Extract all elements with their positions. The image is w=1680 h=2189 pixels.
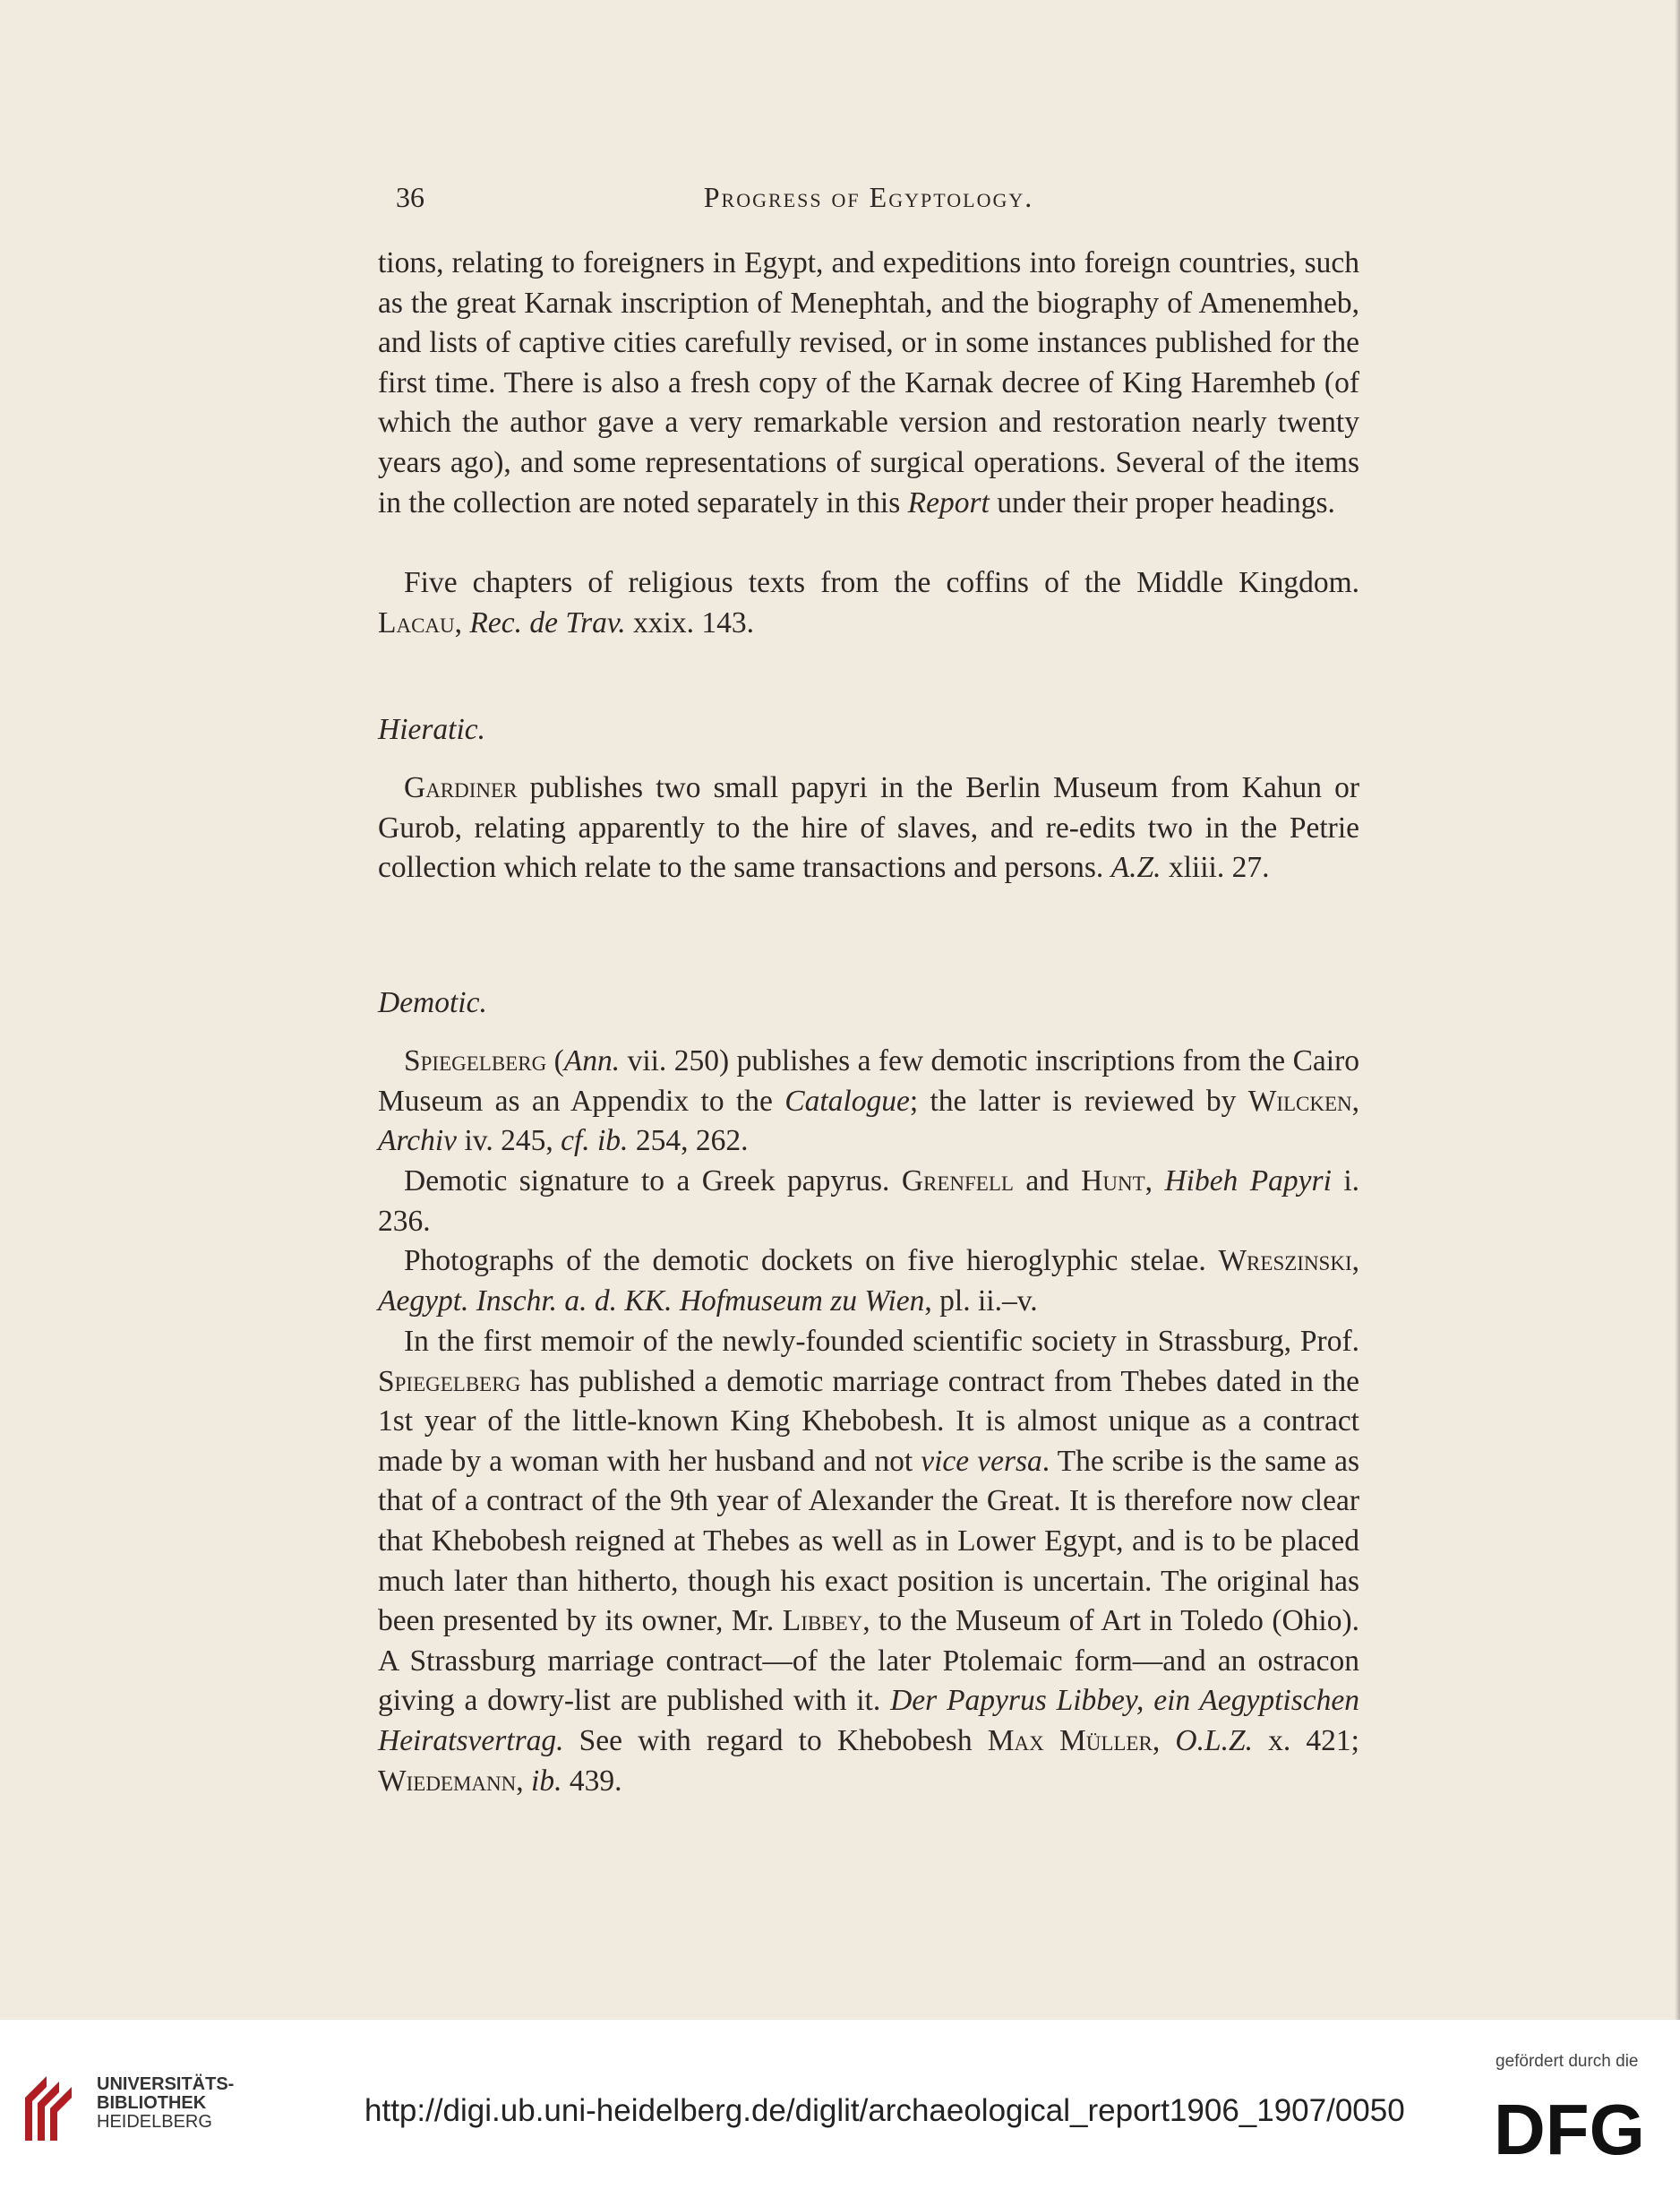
permalink-url[interactable]: http://digi.ub.uni-heidelberg.de/diglit/archaeological_report1906_1907/0050	[364, 2093, 1405, 2128]
section-heading-hieratic: Hieratic.	[378, 713, 486, 746]
funded-by-label: gefördert durch die	[1496, 2052, 1639, 2071]
library-name-line1: UNIVERSITÄTS-	[97, 2074, 235, 2094]
digitization-footer	[0, 2020, 1680, 2189]
running-title: Progress of Egyptology.	[703, 181, 1034, 213]
paragraph-p4: Spiegelberg (Ann. vii. 250) publishes a few demotic inscriptions from the Cairo Museum as an Appendix to the Catalogue; the latter is reviewed by Wilcken, Archiv iv. 245, cf. ib. 254, 262.	[378, 1044, 1360, 1158]
paragraph-p2: Five chapters of religious texts from the coffins of the Middle Kingdom. Lacau, Rec. de Trav. xxix. 143.	[378, 566, 1359, 640]
page-number: 36	[396, 181, 424, 213]
dfg-logo-text: DFG	[1494, 2095, 1645, 2167]
paragraph-p6: Photographs of the demotic dockets on five hieroglyphic stelae. Wreszinski, Aegypt. Inschr. a. d. KK. Hofmuseum zu Wien, pl. ii.–v.	[378, 1244, 1359, 1318]
running-header	[378, 176, 1359, 219]
paragraph-p7: In the first memoir of the newly-founded scientific society in Strassburg, Prof. Spiegelberg has published a demotic marriage contract from Thebes dated in the 1st year of the little-known King Khebobesh. It is almost unique as a contract made by a woman with her husband and not vice versa. The scribe is the same as that of a contract of the 9th year of Alexander the Great. It is therefore now clear that Khebobesh reigned at Thebes as well as in Lower Egypt, and is to be placed much later than hitherto, though his exact position is uncertain. The original has been presented by its owner, Mr. Libbey, to the Museum of Art in Toledo (Ohio). A Strassburg marriage contract—of the later Ptolemaic form—and an ostracon giving a dowry-list are published with it. Der Papyrus Libbey, ein Aegyptischen Heiratsvertrag. See with regard to Khebobesh Max Müller, O.L.Z. x. 421; Wiedemann, ib. 439.	[378, 1325, 1360, 1798]
section-heading-demotic: Demotic.	[378, 986, 487, 1019]
paragraph-p1: tions, relating to foreigners in Egypt, and expeditions into foreign countries, such as the great Karnak inscription of Menephtah, and the biography of Amenemheb, and lists of captive cities carefully revised, or in some instances published for the first time. There is also a fresh copy of the Karnak decree of King Haremheb (of which the author gave a very remarkable version and restoration nearly twenty years ago), and some representations of surgical operations. Several of the items in the collection are noted separately in this Report under their proper headings.	[378, 246, 1359, 519]
paragraph-p5: Demotic signature to a Greek papyrus. Grenfell and Hunt, Hibeh Papyri i. 236.	[378, 1164, 1360, 1238]
dfg-logo-icon	[1494, 2095, 1655, 2167]
library-name-line2: BIBLIOTHEK	[97, 2093, 207, 2113]
library-name-line3: HEIDELBERG	[97, 2112, 212, 2132]
library-logo-icon	[20, 2071, 88, 2142]
paragraph-p3: Gardiner publishes two small papyri in the Berlin Museum from Kahun or Gurob, relating apparently to the hire of slaves, and re-edits two in the Petrie collection which relate to the same transactions and persons. A.Z. xliii. 27.	[378, 771, 1359, 885]
library-name	[97, 2075, 234, 2132]
